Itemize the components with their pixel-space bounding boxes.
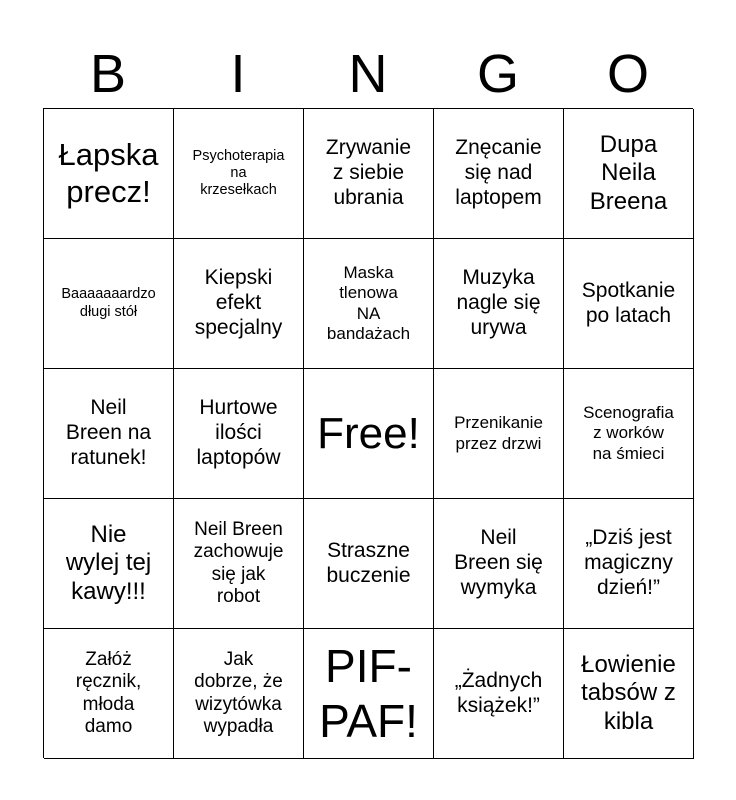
cell-text: Spotkanie po latach xyxy=(581,278,676,327)
bingo-cell[interactable] xyxy=(564,499,694,629)
cell-text: Dupa Neila Breena xyxy=(589,131,668,215)
cell-text: Nie wylej tej kawy!!! xyxy=(65,521,152,605)
cell-text: Załóż ręcznik, młoda damo xyxy=(75,648,142,737)
cell-text: Neil Breen na ratunek! xyxy=(65,396,152,469)
cell-text: Łowienie tabsów z kibla xyxy=(581,651,676,735)
cell-text: Scenografia z worków na śmieci xyxy=(583,403,674,463)
cell-text: Psychoterapia na krzesełkach xyxy=(192,147,285,199)
cell-text: Straszne buczenie xyxy=(326,538,411,587)
bingo-cell[interactable] xyxy=(44,109,174,239)
cell-text: Hurtowe ilości laptopów xyxy=(196,396,281,469)
cell-text: Maska tlenowa NA bandażach xyxy=(326,263,411,343)
bingo-cell[interactable] xyxy=(304,109,434,239)
bingo-cell[interactable] xyxy=(564,239,694,369)
cell-text: Baaaaaaardzo długi stół xyxy=(61,286,156,320)
cell-text: Kiepski efekt specjalny xyxy=(194,266,283,339)
bingo-cell[interactable] xyxy=(434,629,564,759)
cell-text: Przenikanie przez drzwi xyxy=(454,413,543,453)
header-letter-n: N xyxy=(348,44,388,104)
bingo-header xyxy=(43,40,693,108)
free-space-text: Free! xyxy=(317,408,420,458)
bingo-cell[interactable] xyxy=(434,499,564,629)
cell-text: Zrywanie z siebie ubrania xyxy=(325,136,412,209)
bingo-cell[interactable] xyxy=(564,629,694,759)
header-letter-b: B xyxy=(89,44,127,104)
bingo-board xyxy=(43,108,693,758)
bingo-cell[interactable] xyxy=(44,369,174,499)
bingo-cell[interactable] xyxy=(564,369,694,499)
cell-text: Neil Breen się wymyka xyxy=(454,526,543,599)
cell-text: Łapska precz! xyxy=(58,136,159,209)
cell-text: Neil Breen zachowuje się jak robot xyxy=(193,518,284,607)
bingo-cell[interactable] xyxy=(434,239,564,369)
cell-text: Znęcanie się nad laptopem xyxy=(455,136,542,209)
cell-text: PIF- PAF! xyxy=(319,640,418,747)
bingo-cell[interactable] xyxy=(174,499,304,629)
header-letter-g: G xyxy=(476,44,519,104)
bingo-cell[interactable] xyxy=(304,499,434,629)
bingo-cell[interactable] xyxy=(44,629,174,759)
bingo-cell[interactable] xyxy=(304,629,434,759)
cell-text: „Żadnych książek!” xyxy=(454,668,543,717)
free-cell[interactable] xyxy=(304,369,434,499)
bingo-cell[interactable] xyxy=(174,629,304,759)
bingo-cell[interactable] xyxy=(174,239,304,369)
cell-text: Jak dobrze, że wizytówka wypadła xyxy=(194,648,283,737)
cell-text: „Dziś jest magiczny dzień!” xyxy=(584,526,673,599)
header-letter-o: O xyxy=(606,44,649,104)
bingo-cell[interactable] xyxy=(174,369,304,499)
cell-text: Muzyka nagle się urywa xyxy=(456,266,541,339)
bingo-cell[interactable] xyxy=(434,109,564,239)
bingo-cell[interactable] xyxy=(564,109,694,239)
header-letter-i: I xyxy=(230,44,246,104)
bingo-cell[interactable] xyxy=(174,109,304,239)
bingo-cell[interactable] xyxy=(304,239,434,369)
bingo-cell[interactable] xyxy=(44,499,174,629)
bingo-cell[interactable] xyxy=(434,369,564,499)
bingo-cell[interactable] xyxy=(44,239,174,369)
